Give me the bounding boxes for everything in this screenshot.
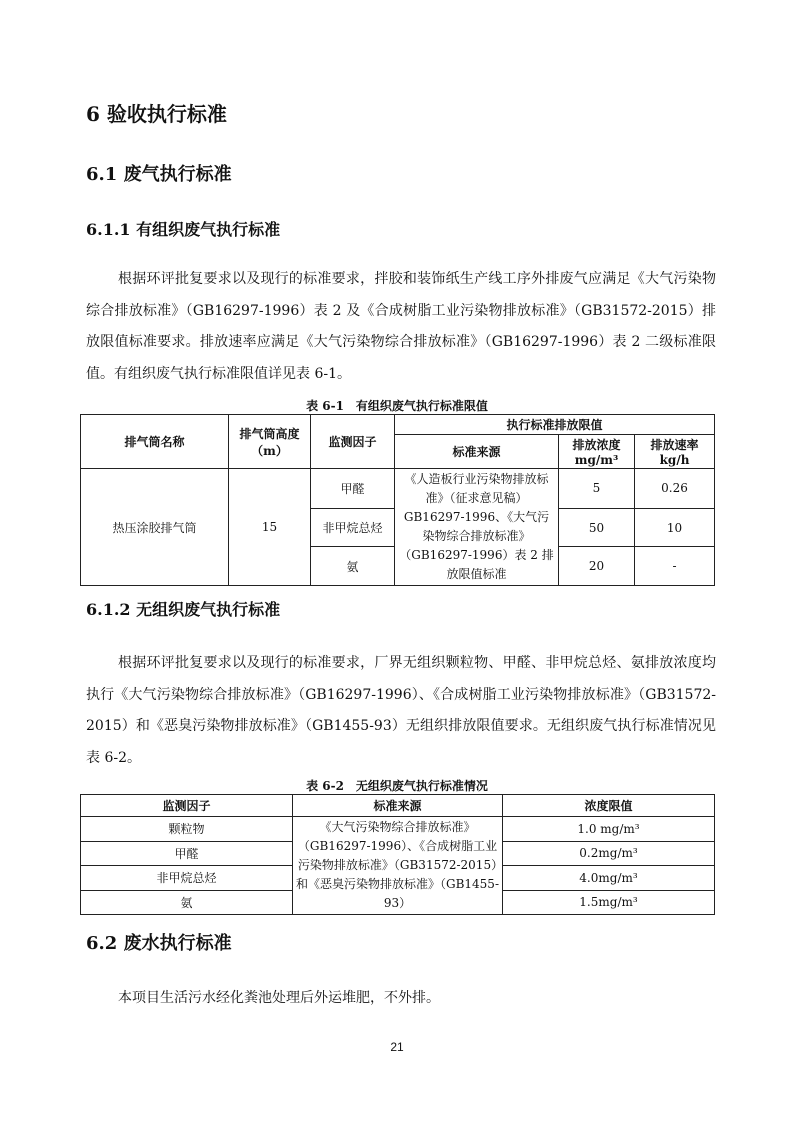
table-unorganized-limits: [80, 794, 715, 915]
header-concentration: [559, 435, 635, 469]
cell-factor: 非甲烷总烃: [311, 508, 395, 547]
cell-rate: 0.26: [635, 469, 715, 509]
header-concentration-unit: mg/m³: [574, 453, 619, 467]
cell-factor: 氨: [81, 890, 293, 915]
cell-source: 《人造板行业污染物排放标准》（征求意见稿）GB16297-1996、《大气污染物综合排放标准》（GB16297-1996）表 2 排放限值标准: [395, 469, 559, 586]
cell-concentration: 5: [559, 469, 635, 509]
cell-concentration: 50: [559, 508, 635, 547]
cell-limit: 1.5mg/m³: [503, 890, 715, 915]
cell-factor: 甲醛: [311, 469, 395, 509]
header-stack-height: 排气筒高度（m）: [229, 415, 311, 469]
header-factor: 监测因子: [311, 415, 395, 469]
header-concentration-label: 排放浓度: [572, 438, 621, 452]
cell-stack-height: 15: [229, 469, 311, 586]
cell-factor: 非甲烷总烃: [81, 866, 293, 891]
subsection-heading-exhaust: 6.1 废气执行标准: [86, 164, 232, 185]
cell-factor: 颗粒物: [81, 817, 293, 842]
header-factor: 监测因子: [81, 795, 293, 817]
table-row: [81, 469, 715, 509]
header-source: 标准来源: [293, 795, 503, 817]
header-limit: 浓度限值: [503, 795, 715, 817]
cell-factor: 氨: [311, 547, 395, 586]
paragraph-unorganized: 根据环评批复要求以及现行的标准要求，厂界无组织颗粒物、甲醛、非甲烷总烃、氨排放浓度均执行《大气污染物综合排放标准》（GB16297-1996）、《合成树脂工业污染物排放标准》（GB31572-2015）和《恶臭污染物排放标准》（GB1455-93）无组织排放限值要求。无组织废气执行标准情况见表 6-2。: [86, 655, 716, 766]
paragraph-organized: 根据环评批复要求以及现行的标准要求，拌胶和装饰纸生产线工序外排废气应满足《大气污染物综合排放标准》（GB16297-1996）表 2 及《合成树脂工业污染物排放标准》（GB31572-2015）排放限值标准要求。排放速率应满足《大气污染物综合排放标准》（GB16297-1996）表 2 二级标准限值。有组织废气执行标准限值详见表 6-1。: [86, 271, 716, 382]
page-number: 21: [390, 1040, 404, 1054]
cell-limit: 0.2mg/m³: [503, 841, 715, 866]
header-rate: [635, 435, 715, 469]
cell-limit: 4.0mg/m³: [503, 866, 715, 891]
header-source: 标准来源: [395, 435, 559, 469]
cell-factor: 甲醛: [81, 841, 293, 866]
cell-concentration: 20: [559, 547, 635, 586]
table-row: [81, 817, 715, 842]
header-rate-unit: kg/h: [659, 453, 690, 467]
subsubsection-heading-organized: 6.1.1 有组织废气执行标准: [86, 220, 281, 239]
header-stack-name: 排气筒名称: [81, 415, 229, 469]
paragraph-wastewater: 本项目生活污水经化粪池处理后外运堆肥，不外排。: [118, 990, 440, 1006]
cell-limit: 1.0 mg/m³: [503, 817, 715, 842]
subsubsection-heading-unorganized: 6.1.2 无组织废气执行标准: [86, 600, 281, 619]
table-caption-6-1: 表 6-1 有组织废气执行标准限值: [306, 399, 488, 413]
header-limit-group: 执行标准排放限值: [395, 415, 715, 435]
table-organized-limits: [80, 414, 715, 586]
table-caption-6-2: 表 6-2 无组织废气执行标准情况: [306, 779, 488, 793]
cell-rate: 10: [635, 508, 715, 547]
section-heading: 6 验收执行标准: [86, 102, 227, 126]
header-rate-label: 排放速率: [650, 438, 699, 452]
subsection-heading-wastewater: 6.2 废水执行标准: [86, 933, 232, 954]
cell-rate: -: [635, 547, 715, 586]
cell-source: 《大气污染物综合排放标准》（GB16297-1996）、《合成树脂工业污染物排放标准》（GB31572-2015）和《恶臭污染物排放标准》（GB1455-93）: [293, 817, 503, 915]
cell-stack-name: 热压涂胶排气筒: [81, 469, 229, 586]
